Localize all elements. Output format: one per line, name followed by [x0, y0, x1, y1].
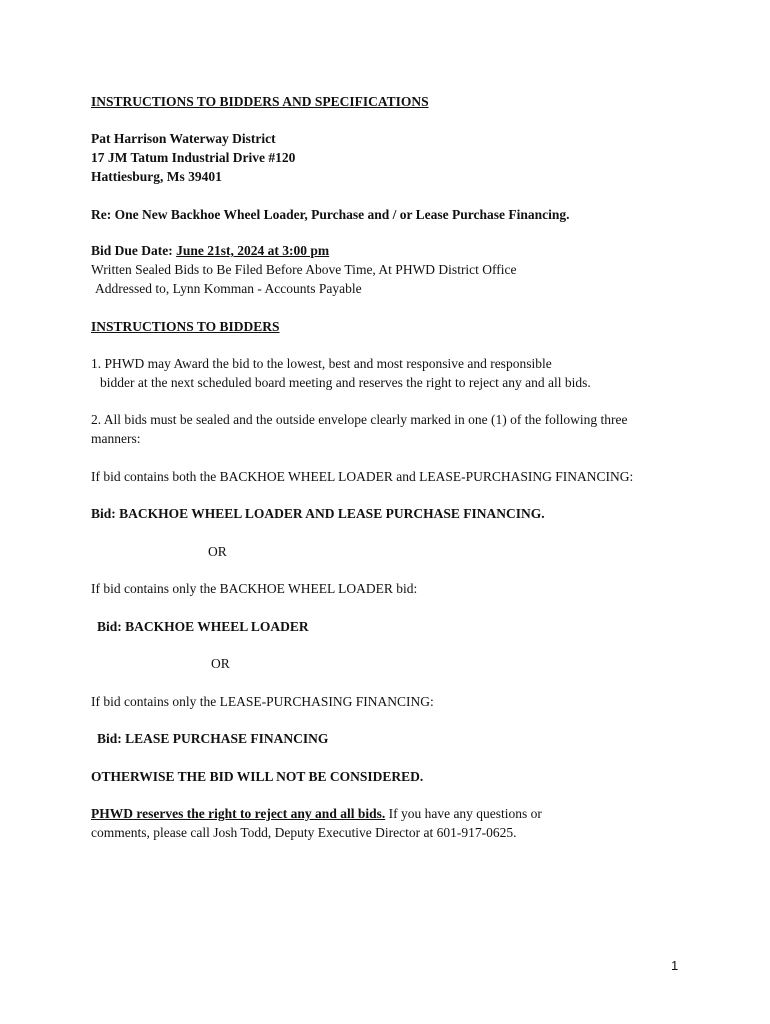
- warning-text: OTHERWISE THE BID WILL NOT BE CONSIDERED.: [91, 769, 424, 784]
- option-both-label: Bid: BACKHOE WHEEL LOADER AND LEASE PURCHASE FINANCING.: [91, 506, 545, 521]
- item1-line2: bidder at the next scheduled board meeting and reserves the right to reject any and all bids.: [100, 375, 591, 390]
- bid-due-date: June 21st, 2024 at 3:00 pm: [176, 243, 330, 258]
- address-city: Hattiesburg, Ms 39401: [91, 169, 222, 184]
- option-financing-label: Bid: LEASE PURCHASE FINANCING: [97, 731, 329, 746]
- item1-line1: 1. PHWD may Award the bid to the lowest, best and most responsive and responsible: [91, 356, 552, 371]
- address-name: Pat Harrison Waterway District: [91, 131, 276, 146]
- option-loader-condition: If bid contains only the BACKHOE WHEEL LOADER bid:: [91, 581, 418, 596]
- option-financing-condition: If bid contains only the LEASE-PURCHASING FINANCING:: [91, 694, 434, 709]
- option-loader-label: Bid: BACKHOE WHEEL LOADER: [97, 619, 309, 634]
- closing-reserve: PHWD reserves the right to reject any and all bids.: [91, 806, 386, 821]
- or-separator-1: OR: [208, 544, 227, 559]
- bid-due-line1: Written Sealed Bids to Be Filed Before Above Time, At PHWD District Office: [91, 262, 517, 277]
- option-both-condition: If bid contains both the BACKHOE WHEEL LOADER and LEASE-PURCHASING FINANCING:: [91, 469, 634, 484]
- instructions-heading: INSTRUCTIONS TO BIDDERS: [91, 319, 280, 334]
- bid-due-label: Bid Due Date:: [91, 243, 173, 258]
- item2-line2: manners:: [91, 431, 141, 446]
- bid-due-line2: Addressed to, Lynn Komman - Accounts Payable: [95, 281, 362, 296]
- item2-line1: 2. All bids must be sealed and the outside envelope clearly marked in one (1) of the following three: [91, 412, 628, 427]
- address-street: 17 JM Tatum Industrial Drive #120: [91, 150, 296, 165]
- page-number: 1: [671, 958, 679, 973]
- closing-line1: [91, 806, 542, 822]
- closing-rest: If you have any questions or: [385, 806, 542, 821]
- closing-line2: comments, please call Josh Todd, Deputy Executive Director at 601-917-0625.: [91, 825, 517, 840]
- bid-due-line: [91, 243, 329, 259]
- document-heading: INSTRUCTIONS TO BIDDERS AND SPECIFICATIONS: [91, 94, 429, 109]
- re-line: Re: One New Backhoe Wheel Loader, Purchase and / or Lease Purchase Financing.: [91, 207, 570, 222]
- or-separator-2: OR: [211, 656, 230, 671]
